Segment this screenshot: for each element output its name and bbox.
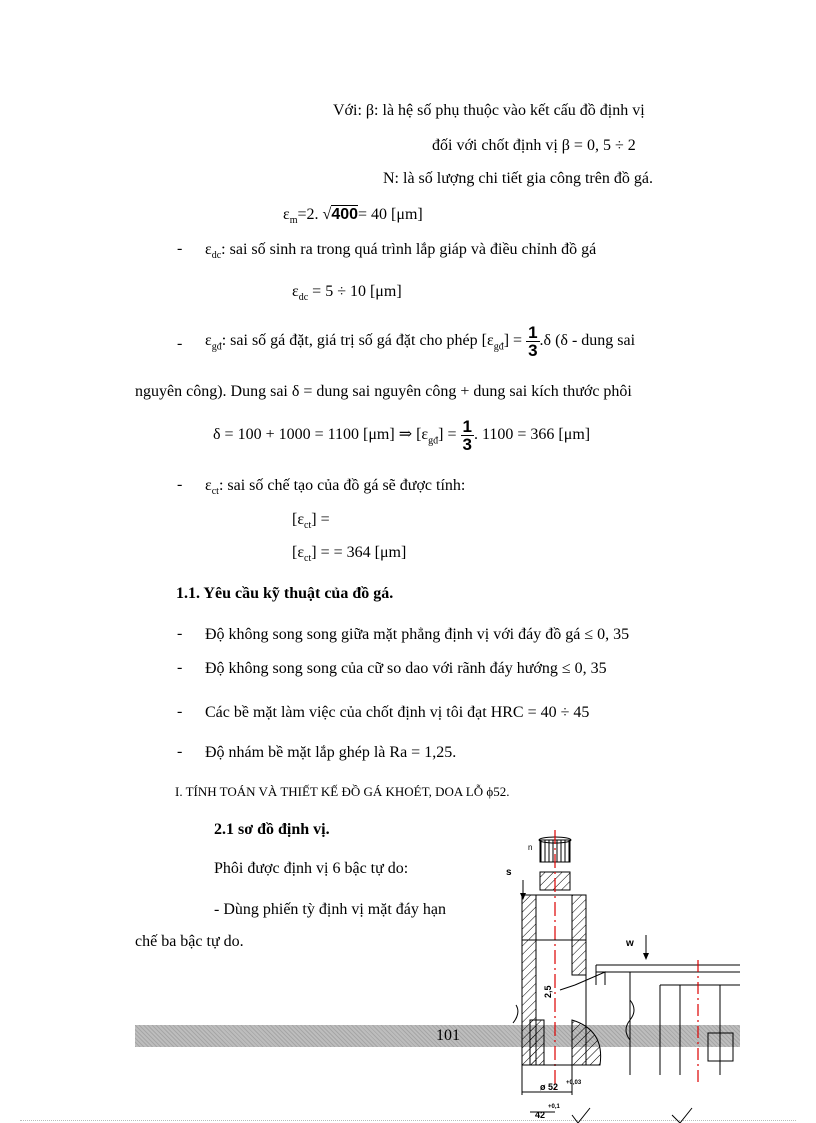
cutter-icon	[528, 837, 571, 862]
dimension-42	[530, 1104, 561, 1120]
section-heading-I: I. TÍNH TOÁN VÀ THIẾT KẾ ĐỒ GÁ KHOÉT, DOA LỖ ϕ52.	[175, 784, 510, 799]
bushing-section	[522, 895, 601, 1065]
paragraph-support-plate: - Dùng phiến tỳ định vị mặt đáy hạn	[214, 901, 446, 918]
eq-epsilon-dc-value: $\varepsilon_{dc} = 5 \div 10$ [μm]	[292, 283, 402, 304]
eq-epsilon-ct-desc: $\varepsilon_{ct}$: sai số chế tạo của đồ gá sẽ được tính:	[205, 477, 466, 498]
roughness-icon	[572, 1108, 590, 1123]
roughness-icon	[672, 1108, 692, 1123]
dim-2-5: 2,5	[543, 985, 553, 998]
eq-epsilon-ct-1: $[\varepsilon_{ct}]$ =	[292, 511, 330, 532]
tolerance-text: nguyên công). Dung sai δ = dung sai nguyên công + dung sai kích thước phôi	[135, 383, 632, 400]
paragraph-support-plate-cont: chế ba bậc tự do.	[135, 933, 244, 950]
bullet-dash: -	[177, 240, 183, 257]
label-w: w	[626, 938, 634, 949]
bullet-dash: -	[177, 703, 183, 720]
heading-locating-scheme: 2.1 sơ đồ định vị.	[214, 821, 330, 838]
workpiece	[596, 965, 740, 1075]
eq-epsilon-m: $\varepsilon_m=2$. √400= 40 [μm]	[283, 206, 423, 227]
eq-epsilon-dc-desc: $\varepsilon_{dc}$: sai số sinh ra trong quá trình lắp giáp và điều chỉnh đồ gá	[205, 241, 597, 262]
heading-requirements: 1.1. Yêu cầu kỹ thuật của đồ gá.	[176, 585, 394, 602]
svg-text:+0,03: +0,03	[566, 1080, 582, 1086]
requirement-2: Độ không song song của cữ so dao với rãnh đáy hướng ≤ 0, 35	[205, 660, 607, 677]
eq-epsilon-ct-2: $[\varepsilon_{ct}]$ = = 364 [μm]	[292, 544, 407, 565]
requirement-3: Các bề mặt làm việc của chốt định vị tôi đạt HRC = 40 ÷ 45	[205, 704, 590, 721]
eq-epsilon-gd-desc: $\varepsilon_{gđ}$: sai số gá đặt, giá trị số gá đặt cho phép $[\varepsilon_{gđ}]$ = $\frac{1}{3}$ .δ (δ - dung sai	[205, 323, 636, 360]
paragraph-dof: Phôi được định vị 6 bậc tự do:	[214, 860, 409, 877]
bullet-dash: -	[177, 625, 183, 642]
label-s: s	[506, 867, 512, 878]
bullet-dash: -	[177, 659, 183, 676]
eq-delta: δ = 100 + 1000 = 1100 [μm] ⇒ $[\varepsilon_{gđ}]$ = $\frac{1}{3}$ . 1100 = 366 [μm]	[213, 417, 591, 454]
svg-text:+0,1: +0,1	[548, 1104, 560, 1110]
label-n: n	[528, 843, 533, 852]
fraction-one-third: $\frac{1}{3}$	[462, 417, 472, 454]
note-beta: Với: β: là hệ số phụ thuộc vào kết cấu đồ định vị	[333, 102, 645, 119]
svg-text:42: 42	[535, 1110, 546, 1120]
requirement-4: Độ nhám bề mặt lắp ghép là Ra = 1,25.	[205, 744, 457, 761]
fraction-one-third: $\frac{1}{3}$	[528, 323, 538, 360]
bullet-dash: -	[177, 476, 183, 493]
bullet-dash: -	[177, 335, 183, 352]
bullet-dash: -	[177, 743, 183, 760]
note-n: N: là số lượng chi tiết gia công trên đồ gá.	[383, 170, 653, 187]
svg-text:ø 52: ø 52	[540, 1082, 559, 1092]
requirement-1: Độ không song song giữa mặt phẳng định vị với đáy đồ gá ≤ 0, 35	[205, 626, 630, 643]
note-beta-range: đối với chốt định vị β = 0, 5 ÷ 2	[432, 137, 636, 154]
page-number: 101	[436, 1027, 460, 1044]
dimension-d52	[522, 1065, 582, 1095]
force-arrow-w	[625, 935, 649, 960]
